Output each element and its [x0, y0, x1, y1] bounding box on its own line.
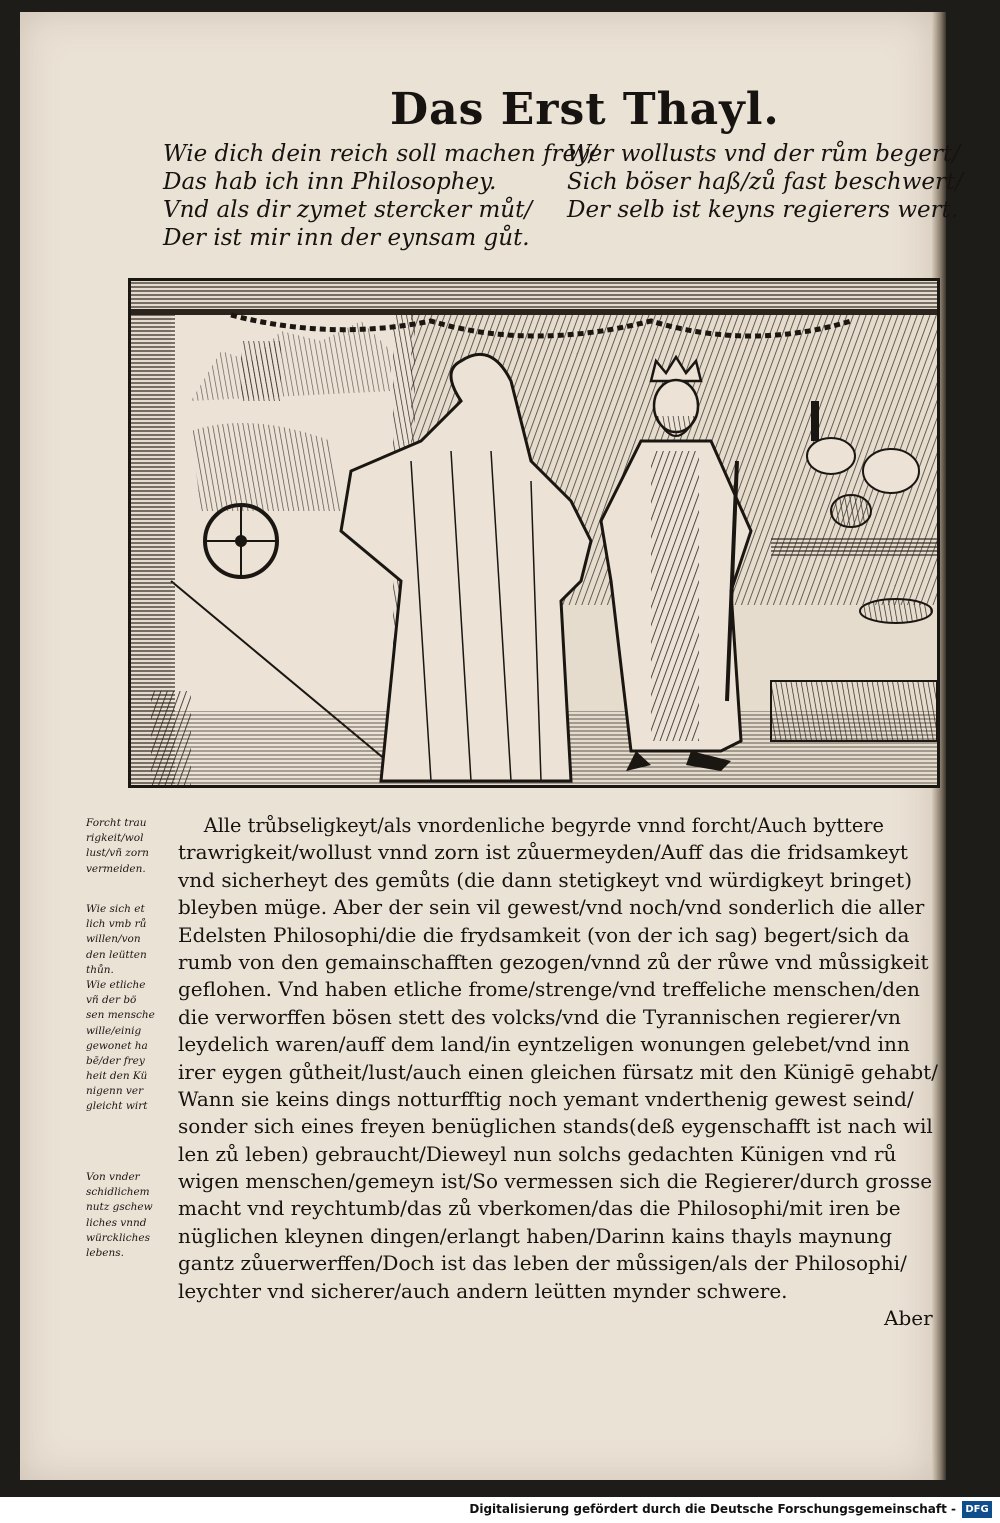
verse-right [567, 140, 963, 224]
verse-line: Der ist mir inn der eynsam gůt. [163, 225, 530, 251]
margin-line: lich vmb rů [86, 918, 147, 931]
body-line: leydelich waren/auff dem land/in eyntzeligen wonungen gelebet/vnd inn [178, 1033, 910, 1057]
verse-line: Vnd als dir zymet stercker můt/ [163, 197, 533, 223]
verse-left [163, 140, 597, 252]
margin-note [86, 816, 149, 877]
body-text [178, 812, 938, 1305]
body-line: sonder sich eines freyen benüglichen stands(deß eygenschafft ist nach wil [178, 1115, 933, 1139]
footer-credit: Digitalisierung gefördert durch die Deutsche Forschungsgemeinschaft - [469, 1502, 956, 1516]
body-line: macht vnd reychtumb/das zů vberkomen/das die Philosophi/mit iren be [178, 1197, 901, 1221]
footer-bar [0, 1497, 1000, 1523]
margin-note [86, 902, 155, 1115]
margin-line: Wie sich et [86, 903, 145, 915]
margin-line: heit den Kü [86, 1070, 148, 1083]
verse-line: Der selb ist keyns regierers wert. [567, 197, 959, 223]
body-line: len zů leben) gebraucht/Dieweyl nun solchs gedachten Künigen vnd rů [178, 1142, 897, 1166]
margin-note [86, 1170, 153, 1261]
margin-line: lebens. [86, 1246, 124, 1259]
body-line: irer eygen gůtheit/lust/auch einen gleichen fürsatz mit den Künigē gehabt/ [178, 1060, 938, 1084]
body-line: Edelsten Philosophi/die die frydsamkeit (von der ich sag) begert/sich da [178, 923, 910, 947]
woodcut-illustration [128, 278, 940, 788]
margin-line: bē/der frey [86, 1054, 145, 1067]
body-line: leychter vnd sicherer/auch andern leütten mynder schwere. [178, 1279, 788, 1303]
margin-line: sen mensche [86, 1009, 155, 1022]
catchword: Aber [884, 1306, 933, 1330]
dfg-logo: DFG [962, 1501, 992, 1518]
margin-line: den leütten [86, 948, 147, 961]
page-title: Das Erst Thayl. [390, 84, 780, 135]
body-line: die verworffen bösen stett des volcks/vnd die Tyrannischen regierer/vn [178, 1005, 901, 1029]
margin-line: nigenn ver [86, 1085, 144, 1098]
body-line: wigen menschen/gemeyn ist/So vermessen sich die Regierer/durch grosse [178, 1170, 933, 1194]
margin-line: Forcht trau [86, 817, 147, 829]
margin-line: willen/von [86, 933, 141, 946]
body-line: gantz zůuerwerffen/Doch ist das leben der můssigen/als der Philosophi/ [178, 1252, 907, 1276]
body-line: geflohen. Vnd haben etliche frome/strenge/vnd treffeliche menschen/den [178, 978, 920, 1002]
body-line: rumb von den gemainschafften gezogen/vnnd zů der růwe vnd můssigkeit [178, 950, 929, 974]
margin-line: würckliches [86, 1231, 150, 1244]
margin-line: thůn. [86, 963, 114, 976]
margin-line: vñ der bö [86, 994, 137, 1007]
verse-line: Wer wollusts vnd der rům begert/ [567, 141, 960, 167]
margin-line: vermeiden. [86, 862, 146, 875]
margin-line: Von vnder [86, 1171, 140, 1183]
verse-line: Wie dich dein reich soll machen frey/ [163, 141, 597, 167]
woodcut-drawing [131, 281, 937, 785]
verse-line: Das hab ich inn Philosophey. [163, 169, 497, 195]
margin-line: rigkeit/wol [86, 832, 144, 845]
margin-line: schidlichem [86, 1186, 150, 1199]
margin-line: Wie etliche [86, 978, 146, 991]
body-line: Alle trůbseligkeyt/als vnordenliche begyrde vnnd forcht/Auch byttere [203, 814, 884, 837]
margin-line: gewonet ha [86, 1039, 148, 1052]
margin-line: gleicht wirt [86, 1100, 148, 1113]
margin-line: wille/einig [86, 1024, 142, 1037]
margin-line: nutz gschew [86, 1201, 153, 1214]
margin-line: lust/vñ zorn [86, 847, 149, 860]
margin-line: liches vnnd [86, 1216, 147, 1229]
body-line: bleyben müge. Aber der sein vil gewest/vnd noch/vnd sonderlich die aller [178, 896, 925, 920]
body-line: nüglichen kleynen dingen/erlangt haben/Darinn kains thayls maynung [178, 1224, 893, 1248]
body-line: Wann sie keins dings notturfftig noch yemant vnderthenig gewest seind/ [178, 1087, 914, 1111]
verse-line: Sich böser haß/zů fast beschwert/ [567, 169, 963, 195]
body-line: vnd sicherheyt des gemůts (die dann stetigkeyt vnd würdigkeyt bringet) [178, 868, 913, 892]
body-line: trawrigkeit/wollust vnnd zorn ist zůuermeyden/Auff das die fridsamkeyt [178, 841, 908, 865]
